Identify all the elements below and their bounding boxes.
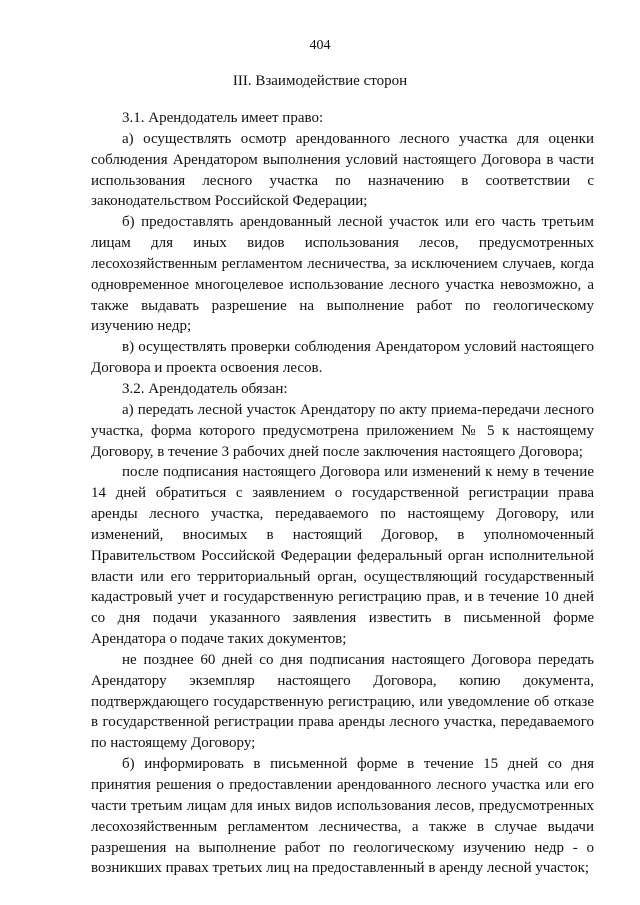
paragraph-transfer-copy: не позднее 60 дней со дня подписания настоящего Договора передать Арендатору экземпляр настоящего Договора, копию документа, подтверждающего государственную регистрацию, или уведомление об отказе в государственной регистрации права аренды лесного участка, передаваемого по настоящему Договору; <box>91 651 594 752</box>
paragraph-lessor-obligations-intro: 3.2. Арендодатель обязан: <box>122 380 288 397</box>
paragraph-lessor-rights-intro: 3.1. Арендодатель имеет право: <box>122 110 324 126</box>
paragraph-obligation-a: а) передать лесной участок Арендатору по акту приема-передачи лесного участка, форма которого предусмотрена приложением № 5 к настоящему Договору, в течение 3 рабочих дней после заключения настоящего Договора; <box>91 401 594 460</box>
paragraph-right-a: а) осуществлять осмотр арендованного лесного участка для оценки соблюдения Арендатором выполнения условий настоящего Договора в части использования лесного участка по назначению в соответствии с законодательством Российской Федерации; <box>91 130 594 210</box>
section-title: III. Взаимодействие сторон <box>232 73 408 89</box>
paragraph-obligation-b: б) информировать в письменной форме в течение 15 дней со дня принятия решения о предоставлении арендованного лесного участка или его части третьим лицам для иных видов использования лесов, предусмотренных лесохозяйственным регламентом лесничества, а также в случае выдачи разрешения на выполнение работ по геологическому изучению недр - о возникших правах третьих лиц на предоставленный в аренду лесной участок; <box>91 756 594 877</box>
paragraph-right-v: в) осуществлять проверки соблюдения Арендатором условий настоящего Договора и проекта освоения лесов. <box>91 339 594 377</box>
paragraph-registration: после подписания настоящего Договора или изменений к нему в течение 14 дней обратиться с заявлением о государственной регистрации права аренды лесного участка, передаваемого по настоящему Договору, или изменений, вносимых в настоящий Договор, в уполномоченный Правительством Российской Федерации федеральный орган исполнительной власти или его территориальный орган, осуществляющий государственный кадастровый учет и государственную регистрацию прав, и в течение 10 дней со дня подачи указанного заявления известить в письменной форме Арендатора о подаче таких документов; <box>91 464 594 648</box>
document-body <box>91 108 594 879</box>
page-number: 404 <box>309 38 331 53</box>
paragraph-right-b: б) предоставлять арендованный лесной участок или его часть третьим лицам для иных видов использования лесов, предусмотренных лесохозяйственным регламентом лесничества, за исключением случаев, когда одновременное многоцелевое использование лесного участка невозможно, а также выдавать разрешение на выполнение работ по геологическому изучению недр; <box>91 214 594 335</box>
